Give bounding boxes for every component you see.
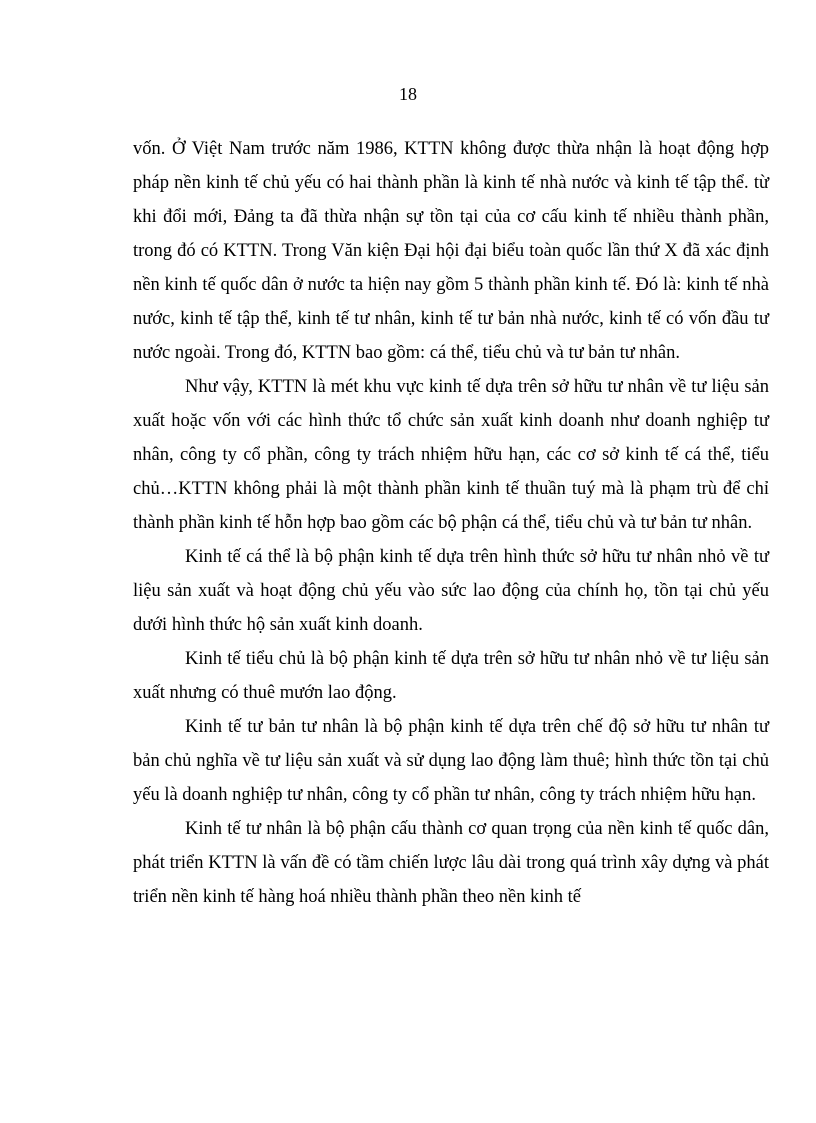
paragraph-private-sector-definition: Như vậy, KTTN là mét khu vực kinh tế dựa trên sở hữu tư nhân về tư liệu sản xuất hoặc vốn với các hình thức tổ chức sản xuất kinh doanh như doanh nghiệp tư nhân, công ty cổ phần, công ty trách nhiệm hữu hạn, các cơ sở kinh tế cá thể, tiểu chủ…KTTN không phải là một thành phần kinh tế thuần tuý mà là phạm trù để chỉ thành phần kinh tế hỗn hợp bao gồm các bộ phận cá thể, tiểu chủ và tư bản tư nhân. [133,377,769,533]
paragraph-private-capitalist-economy: Kinh tế tư bản tư nhân là bộ phận kinh tế dựa trên chế độ sở hữu tư nhân tư bản chủ nghĩa về tư liệu sản xuất và sử dụng lao động làm thuê; hình thức tồn tại chủ yếu là doanh nghiệp tư nhân, công ty cổ phần tư nhân, công ty trách nhiệm hữu hạn. [133,717,769,805]
paragraph-private-economy-role: Kinh tế tư nhân là bộ phận cấu thành cơ quan trọng của nền kinh tế quốc dân, phát triển KTTN là vấn đề có tầm chiến lược lâu dài trong quá trình xây dựng và phát triển nền kinh tế hàng hoá nhiều thành phần theo nền kinh tế [133,819,769,907]
paragraph-small-owner-economy: Kinh tế tiểu chủ là bộ phận kinh tế dựa trên sở hữu tư nhân nhỏ về tư liệu sản xuất nhưng có thuê mướn lao động. [133,649,769,703]
paragraph-continuation: vốn. Ở Việt Nam trước năm 1986, KTTN không được thừa nhận là hoạt động hợp pháp nền kinh tế chủ yếu có hai thành phần là kinh tế nhà nước và kinh tế tập thể. từ khi đổi mới, Đảng ta đã thừa nhận sự tồn tại của cơ cấu kinh tế nhiều thành phần, trong đó có KTTN. Trong Văn kiện Đại hội đại biểu toàn quốc lần thứ X đã xác định nền kinh tế quốc dân ở nước ta hiện nay gồm 5 thành phần kinh tế. Đó là: kinh tế nhà nước, kinh tế tập thể, kinh tế tư nhân, kinh tế tư bản nhà nước, kinh tế có vốn đầu tư nước ngoài. Trong đó, KTTN bao gồm: cá thể, tiểu chủ và tư bản tư nhân. [133,139,769,363]
body-text [133,132,769,914]
page-number: 18 [399,84,417,104]
paragraph-individual-economy: Kinh tế cá thể là bộ phận kinh tế dựa trên hình thức sở hữu tư nhân nhỏ về tư liệu sản xuất và hoạt động chủ yếu vào sức lao động của chính họ, tồn tại chủ yếu dưới hình thức hộ sản xuất kinh doanh. [133,547,769,635]
